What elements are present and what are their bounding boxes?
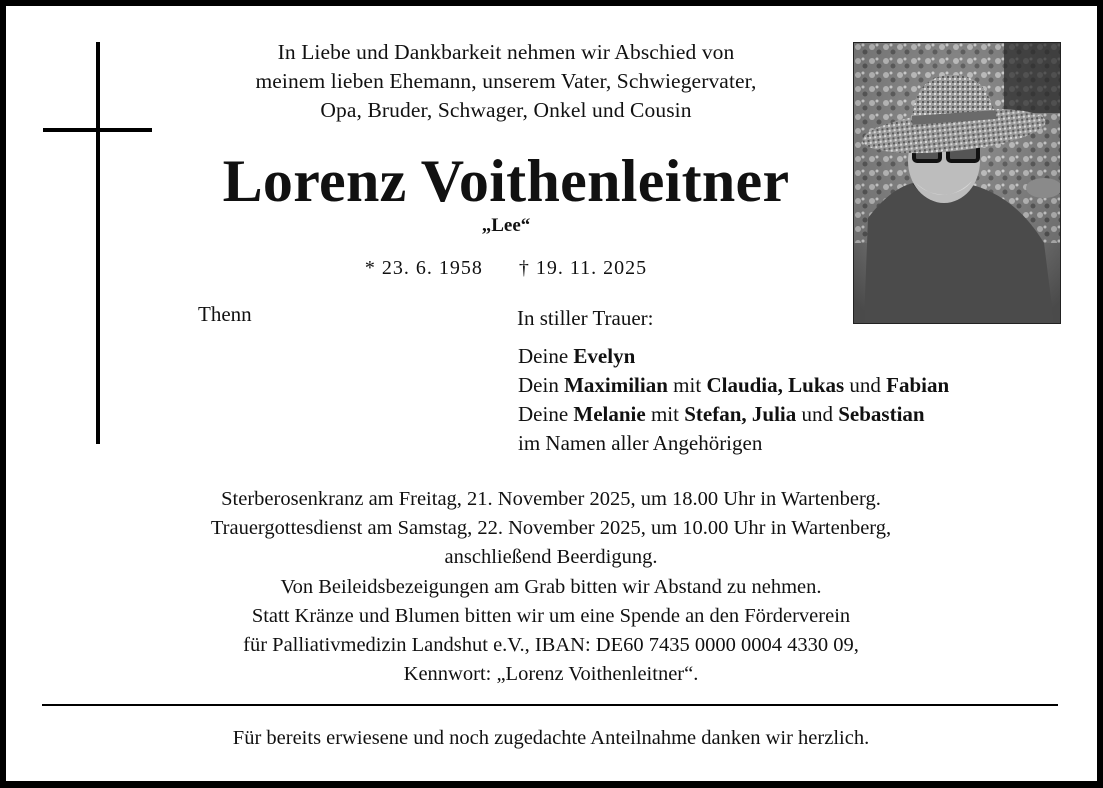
intro-line: In Liebe und Dankbarkeit nehmen wir Abschied von	[277, 40, 735, 64]
details-line: Sterberosenkranz am Freitag, 21. November 2025, um 18.00 Uhr in Wartenberg.	[221, 488, 881, 510]
service-details	[26, 485, 1076, 689]
mourner-name: Sebastian	[838, 402, 925, 426]
intro-line: meinem lieben Ehemann, unserem Vater, Schwiegervater,	[255, 69, 757, 93]
mourner-line	[518, 342, 949, 371]
mourner-text: Deine	[518, 344, 574, 368]
details-line: Von Beileidsbezeigungen am Grab bitten wir Abstand zu nehmen.	[280, 575, 822, 598]
details-line: Kennwort: „Lorenz Voithenleitner“.	[403, 663, 699, 686]
place-of-residence: Thenn	[198, 302, 252, 326]
cross-icon-horizontal	[43, 128, 152, 132]
mourner-text: Dein	[518, 373, 565, 397]
details-line: Statt Kränze und Blumen bitten wir um eine Spende an den Förderverein	[251, 604, 851, 627]
mourners-list	[518, 342, 949, 458]
details-line: anschließend Beerdigung.	[444, 546, 658, 569]
mourner-name: Evelyn	[573, 344, 636, 368]
portrait-photo	[853, 42, 1061, 324]
mourner-name: Claudia, Lukas	[706, 373, 845, 397]
death-date: † 19. 11. 2025	[518, 257, 648, 279]
mourning-label: In stiller Trauer:	[517, 306, 654, 330]
thanks-text: Für bereits erwiesene und noch zugedachte Anteilnahme danken wir herzlich.	[232, 727, 870, 749]
mourner-name: Stefan, Julia	[684, 402, 797, 426]
mourner-line	[518, 371, 949, 400]
mourner-line	[518, 429, 949, 458]
mourner-name: Maximilian	[564, 373, 668, 397]
divider	[42, 704, 1058, 706]
birth-date: * 23. 6. 1958	[364, 257, 483, 279]
deceased-name: Lorenz Voithenleitner	[222, 148, 790, 214]
mourner-line	[518, 400, 949, 429]
mourner-text: und	[796, 402, 839, 426]
intro-text	[166, 38, 846, 125]
mourner-text: mit	[667, 373, 707, 397]
mourner-name: Melanie	[573, 402, 646, 426]
mourner-text: im Namen aller Angehörigen	[518, 431, 763, 455]
mourner-text: mit	[645, 402, 685, 426]
mourner-text: Deine	[518, 402, 574, 426]
details-line: Trauergottesdienst am Samstag, 22. November 2025, um 10.00 Uhr in Wartenberg,	[210, 517, 892, 540]
details-line: für Palliativmedizin Landshut e.V., IBAN: DE60 7435 0000 0004 4330 09,	[243, 634, 859, 657]
mourner-text: und	[844, 373, 887, 397]
nickname: „Lee“	[481, 215, 531, 236]
portrait-image-icon	[854, 43, 1060, 323]
cross-icon-vertical	[96, 42, 100, 444]
mourner-name: Fabian	[886, 373, 950, 397]
life-dates	[166, 255, 846, 281]
intro-line: Opa, Bruder, Schwager, Onkel und Cousin	[320, 98, 692, 122]
